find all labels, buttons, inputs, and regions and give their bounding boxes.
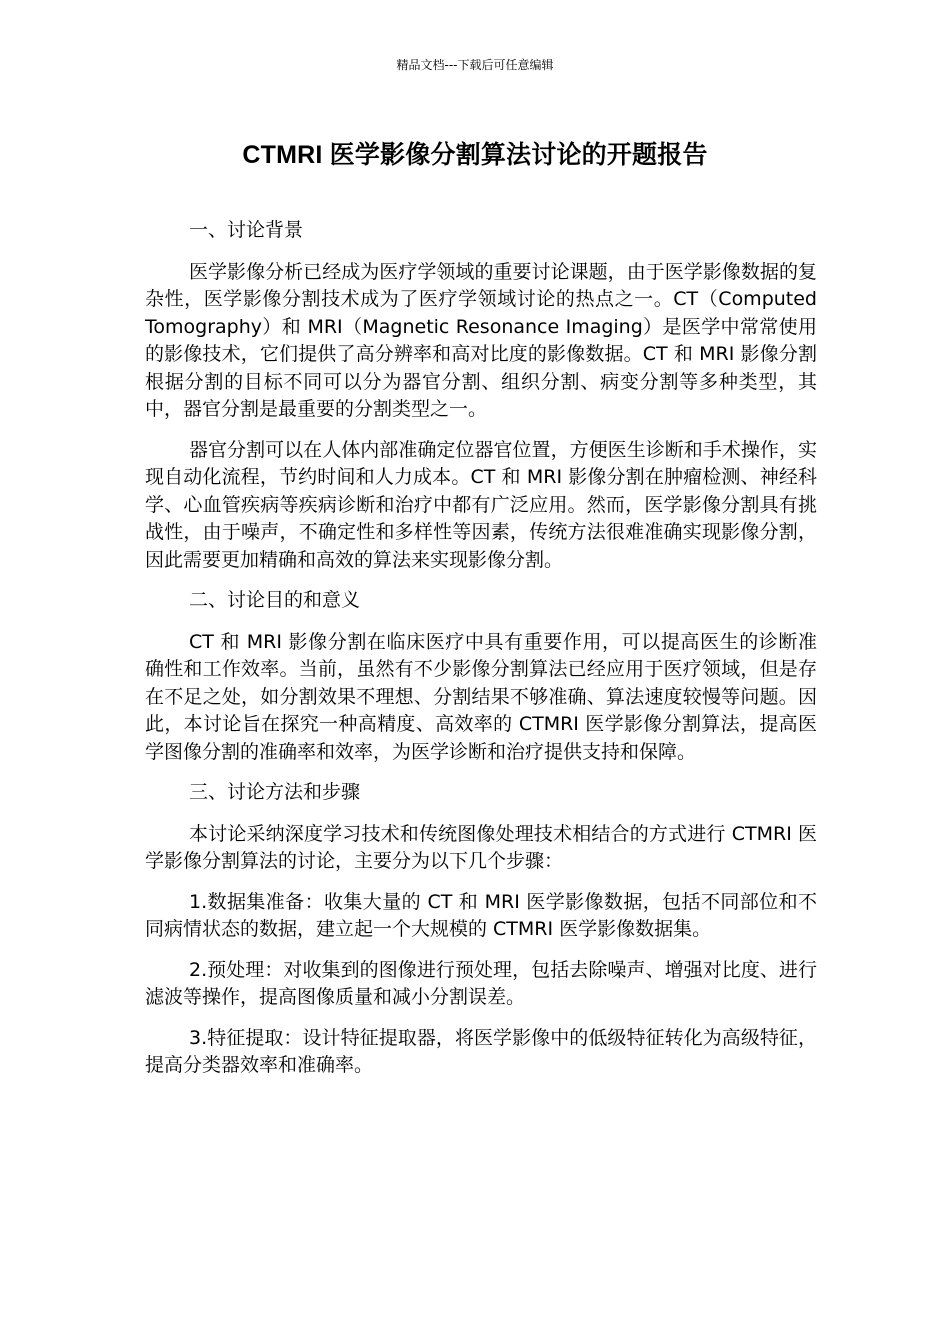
list-item: 3.特征提取：设计特征提取器，将医学影像中的低级特征转化为高级特征，提高分类器效率和准确率。 (145, 1026, 817, 1076)
paragraph: 器官分割可以在人体内部准确定位器官位置，方便医生诊断和手术操作，实现自动化流程，节约时间和人力成本。CT 和 MRI 影像分割在肿瘤检测、神经科学、心血管疾病等疾病诊断和治疗中都有广泛应用。然而，医学影像分割具有挑战性，由于噪声，不确定性和多样性等因素，传统方法很难准确实现影像分割，因此需要更加精确和高效的算法来实现影像分割。 (145, 438, 817, 571)
document-title: CTMRI 医学影像分割算法讨论的开题报告 (242, 141, 708, 169)
section-heading: 二、讨论目的和意义 (189, 589, 361, 611)
list-item: 2.预处理：对收集到的图像进行预处理，包括去除噪声、增强对比度、进行滤波等操作，提高图像质量和减小分割误差。 (145, 958, 817, 1008)
paragraph: 本讨论采纳深度学习技术和传统图像处理技术相结合的方式进行 CTMRI 医学影像分割算法的讨论，主要分为以下几个步骤： (145, 822, 817, 872)
page-header: 精品文档---下载后可任意编辑 (396, 58, 554, 72)
list-item: 1.数据集准备：收集大量的 CT 和 MRI 医学影像数据，包括不同部位和不同病情状态的数据，建立起一个大规模的 CTMRI 医学影像数据集。 (145, 890, 817, 940)
section-heading: 一、讨论背景 (189, 219, 304, 241)
paragraph: 医学影像分析已经成为医疗学领域的重要讨论课题，由于医学影像数据的复杂性，医学影像分割技术成为了医疗学领域讨论的热点之一。CT（Computed Tomography）和 MRI（Magnetic Resonance Imaging）是医学中常常使用的影像技术，它们提供了高分辨率和高对比度的影像数据。CT 和 MRI 影像分割根据分割的目标不同可以分为器官分割、组织分割、病变分割等多种类型，其中，器官分割是最重要的分割类型之一。 (145, 260, 817, 420)
paragraph: CT 和 MRI 影像分割在临床医疗中具有重要作用，可以提高医生的诊断准确性和工作效率。当前，虽然有不少影像分割算法已经应用于医疗领域，但是存在不足之处，如分割效果不理想、分割结果不够准确、算法速度较慢等问题。因此，本讨论旨在探究一种高精度、高效率的 CTMRI 医学影像分割算法，提高医学图像分割的准确率和效率，为医学诊断和治疗提供支持和保障。 (145, 630, 817, 763)
document-body (145, 217, 817, 1093)
section-heading: 三、讨论方法和步骤 (189, 781, 361, 803)
